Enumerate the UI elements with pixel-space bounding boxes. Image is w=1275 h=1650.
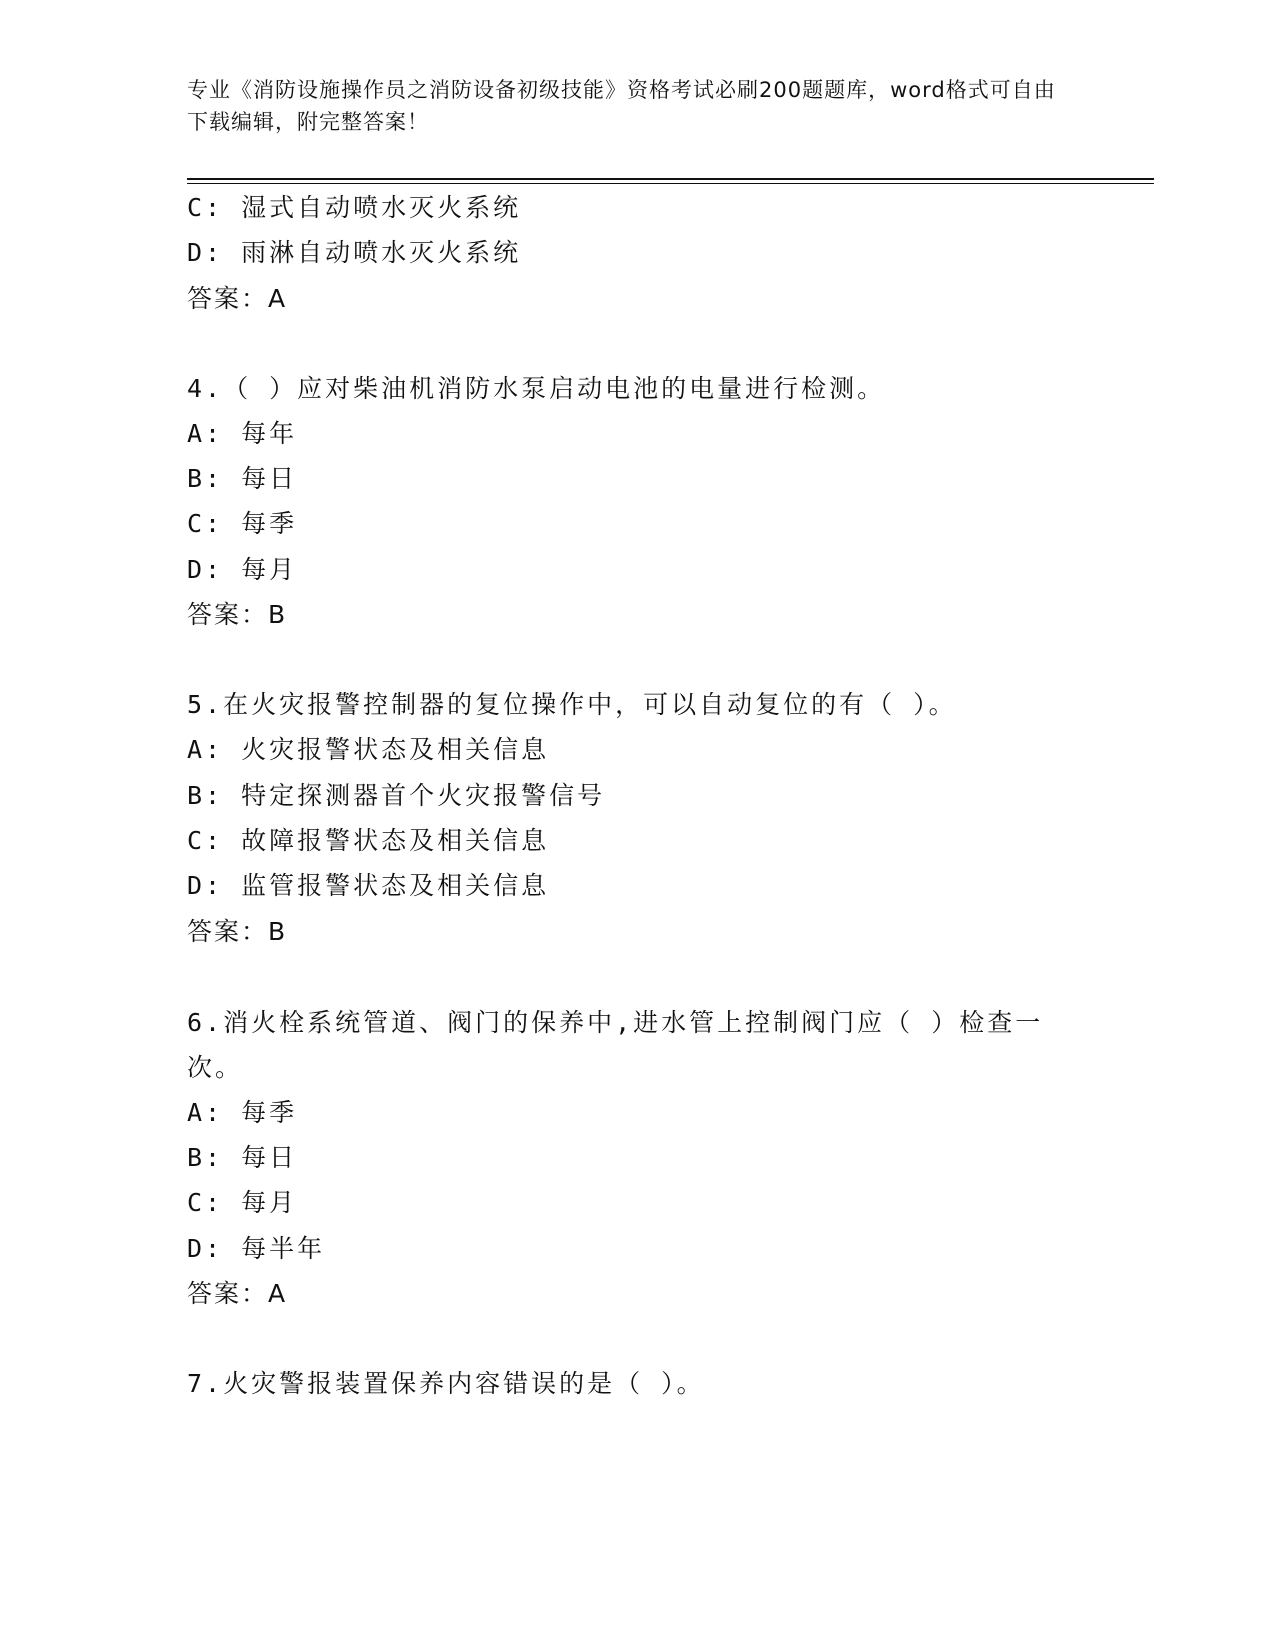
q3-option-d: D: 雨淋自动喷水灭火系统 [187, 238, 522, 267]
q4-option-c: C: 每季 [187, 509, 298, 538]
q4-option-d: D: 每月 [187, 555, 298, 584]
q4-option-a: A: 每年 [187, 419, 298, 448]
q5-option-b: B: 特定探测器首个火灾报警信号 [187, 781, 606, 810]
q6-option-b: B: 每日 [187, 1143, 298, 1172]
q3-answer: 答案：A [187, 284, 288, 313]
document-header: 专业《消防设施操作员之消防设备初级技能》资格考试必刷200题题库，word格式可自由下载编辑，附完整答案！ [187, 78, 1056, 134]
q5-option-d: D: 监管报警状态及相关信息 [187, 871, 550, 900]
q4-question: 4.（ ）应对柴油机消防水泵启动电池的电量进行检测。 [187, 374, 886, 403]
q5-option-a: A: 火灾报警状态及相关信息 [187, 735, 550, 764]
q5-question: 5.在火灾报警控制器的复位操作中，可以自动复位的有（ ）。 [187, 690, 957, 719]
q6-option-d: D: 每半年 [187, 1234, 326, 1263]
q3-option-c: C: 湿式自动喷水灭火系统 [187, 193, 522, 222]
q4-option-b: B: 每日 [187, 464, 298, 493]
q7-question: 7.火灾警报装置保养内容错误的是（ ）。 [187, 1369, 705, 1398]
q5-answer: 答案：B [187, 917, 288, 946]
q4-answer: 答案：B [187, 600, 288, 629]
q5-option-c: C: 故障报警状态及相关信息 [187, 826, 550, 855]
q6-question: 6.消火栓系统管道、阀门的保养中,进水管上控制阀门应（ ）检查一次。 [187, 1008, 1044, 1082]
q6-answer: 答案：A [187, 1279, 288, 1308]
q6-option-c: C: 每月 [187, 1188, 298, 1217]
header-divider-thin [187, 183, 1154, 184]
q6-option-a: A: 每季 [187, 1098, 298, 1127]
header-divider-thick [187, 178, 1154, 180]
